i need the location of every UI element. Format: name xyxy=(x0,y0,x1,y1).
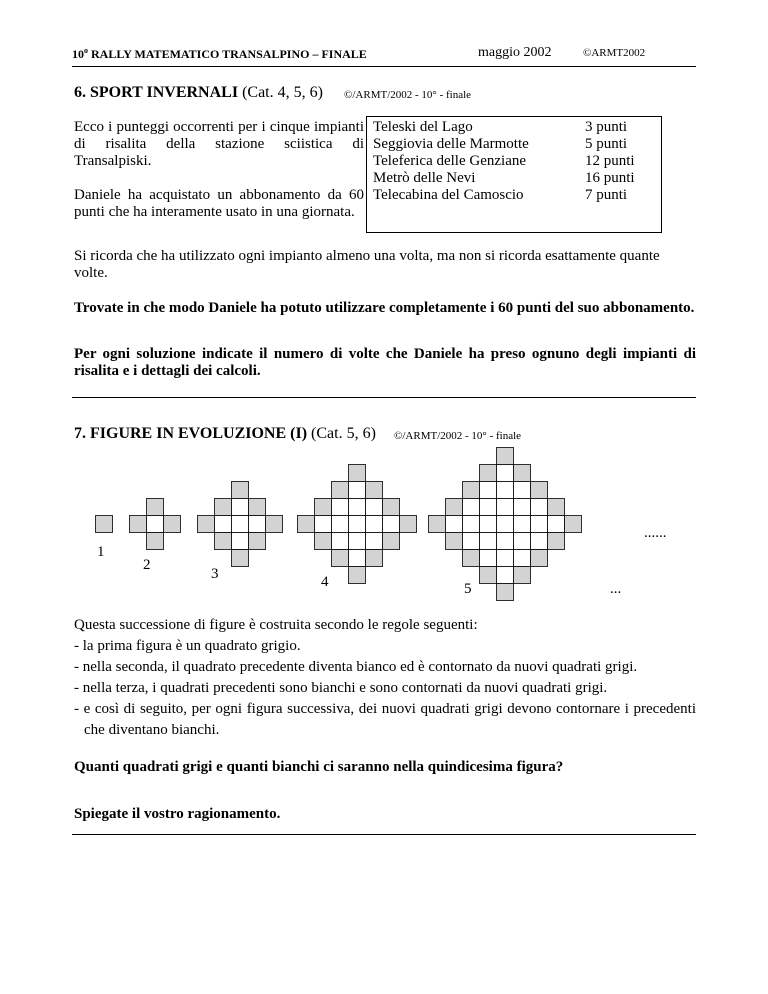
lift-name: Telecabina del Camoscio xyxy=(373,187,524,203)
gray-square xyxy=(249,499,266,516)
white-square xyxy=(480,482,497,499)
rule-item: - nella seconda, il quadrato precedente diventa bianco ed è contornato da nuovi quadrati grigi. xyxy=(74,659,638,675)
diamond-figure xyxy=(198,482,283,567)
header-date: maggio 2002 xyxy=(478,45,552,60)
problem7-credit: ©/ARMT/2002 - 10° - finale xyxy=(394,430,522,442)
lift-points: 16 punti xyxy=(585,170,635,186)
gray-square xyxy=(198,516,215,533)
gray-square xyxy=(446,533,463,550)
white-square xyxy=(383,516,400,533)
problem6-title-text: 6. SPORT INVERNALI xyxy=(74,84,239,101)
gray-square xyxy=(429,516,446,533)
white-square xyxy=(332,533,349,550)
gray-square xyxy=(548,533,565,550)
continuation-ellipsis: ... xyxy=(610,581,622,597)
white-square xyxy=(349,550,366,567)
white-square xyxy=(480,516,497,533)
white-square xyxy=(514,482,531,499)
gray-square xyxy=(232,550,249,567)
diamond-figure xyxy=(429,448,582,601)
gray-square xyxy=(332,550,349,567)
gray-square xyxy=(531,550,548,567)
white-square xyxy=(232,516,249,533)
white-square xyxy=(497,567,514,584)
white-square xyxy=(349,482,366,499)
white-square xyxy=(349,499,366,516)
white-square xyxy=(349,533,366,550)
white-square xyxy=(531,533,548,550)
problem6-purchase: Daniele ha acquistato un abbonamento da 60 punti che ha interamente usato in una giornata. xyxy=(74,187,364,220)
gray-square xyxy=(215,533,232,550)
bottom-rule xyxy=(72,834,696,835)
lift-points: 3 punti xyxy=(585,119,628,135)
gray-square xyxy=(315,499,332,516)
problem7-explain: Spiegate il vostro ragionamento. xyxy=(74,806,281,822)
white-square xyxy=(497,516,514,533)
gray-square xyxy=(266,516,283,533)
white-square xyxy=(315,516,332,533)
white-square xyxy=(531,516,548,533)
gray-square xyxy=(130,516,147,533)
gray-square xyxy=(147,499,164,516)
gray-square xyxy=(249,533,266,550)
gray-square xyxy=(366,550,383,567)
white-square xyxy=(514,499,531,516)
figure-label: 5 xyxy=(464,581,472,597)
gray-square xyxy=(531,482,548,499)
white-square xyxy=(463,499,480,516)
edition-number: 10 xyxy=(72,47,84,61)
diamond-figure xyxy=(96,516,113,533)
edition-superscript: o xyxy=(84,46,88,55)
white-square xyxy=(497,499,514,516)
gray-square xyxy=(565,516,582,533)
white-square xyxy=(463,516,480,533)
gray-square xyxy=(298,516,315,533)
white-square xyxy=(497,482,514,499)
white-square xyxy=(349,516,366,533)
white-square xyxy=(332,516,349,533)
white-square xyxy=(249,516,266,533)
white-square xyxy=(531,499,548,516)
white-square xyxy=(480,550,497,567)
white-square xyxy=(497,550,514,567)
white-square xyxy=(366,499,383,516)
continuation-ellipsis: ...... xyxy=(644,525,667,541)
white-square xyxy=(232,533,249,550)
gray-square xyxy=(215,499,232,516)
lift-points: 5 punti xyxy=(585,136,628,152)
problem6-question2: Per ogni soluzione indicate il numero di volte che Daniele ha preso ognuno degli impianti di risalita e i dettagli dei calcoli. xyxy=(74,346,696,379)
gray-square xyxy=(164,516,181,533)
gray-square xyxy=(315,533,332,550)
gray-square xyxy=(497,584,514,601)
white-square xyxy=(480,533,497,550)
white-square xyxy=(446,516,463,533)
header-copyright: ©ARMT2002 xyxy=(583,47,646,59)
problem6-question1: Trovate in che modo Daniele ha potuto utilizzare completamente i 60 punti del suo abbonamento. xyxy=(74,300,695,316)
lift-name: Teleferica delle Genziane xyxy=(373,153,527,169)
figure-label: 3 xyxy=(211,566,219,582)
gray-square xyxy=(446,499,463,516)
white-square xyxy=(480,499,497,516)
contest-name: RALLY MATEMATICO TRANSALPINO – FINALE xyxy=(88,47,367,61)
diamond-figure xyxy=(298,465,417,584)
white-square xyxy=(366,533,383,550)
gray-square xyxy=(366,482,383,499)
problem6-category: (Cat. 4, 5, 6) xyxy=(238,84,323,101)
gray-square xyxy=(480,465,497,482)
gray-square xyxy=(96,516,113,533)
gray-square xyxy=(400,516,417,533)
gray-square xyxy=(480,567,497,584)
problem7-title-text: 7. FIGURE IN EVOLUZIONE (I) xyxy=(74,425,308,442)
figure-label: 2 xyxy=(143,557,151,573)
lift-points: 12 punti xyxy=(585,153,635,169)
white-square xyxy=(497,465,514,482)
white-square xyxy=(514,550,531,567)
white-square xyxy=(548,516,565,533)
white-square xyxy=(332,499,349,516)
gray-square xyxy=(497,448,514,465)
lift-points: 7 punti xyxy=(585,187,628,203)
diamond-figure xyxy=(130,499,181,550)
problem7-rules xyxy=(74,615,696,741)
gray-square xyxy=(332,482,349,499)
white-square xyxy=(514,533,531,550)
lift-name: Teleski del Lago xyxy=(373,119,473,135)
rule-item: - nella terza, i quadrati precedenti sono bianchi e sono contornati da nuovi quadrati grigi. xyxy=(74,680,608,696)
gray-square xyxy=(349,567,366,584)
gray-square xyxy=(514,567,531,584)
problem7-category: (Cat. 5, 6) xyxy=(307,425,376,442)
white-square xyxy=(514,516,531,533)
figure-label: 1 xyxy=(97,544,105,560)
rules-intro: Questa successione di figure è costruita secondo le regole seguenti: xyxy=(74,617,478,633)
rule-item: - e così di seguito, per ogni figura successiva, dei nuovi quadrati grigi devono contornare i precedenti che diventano bianchi. xyxy=(74,701,696,738)
white-square xyxy=(497,533,514,550)
white-square xyxy=(147,516,164,533)
white-square xyxy=(232,499,249,516)
white-square xyxy=(215,516,232,533)
rule-item: - la prima figura è un quadrato grigio. xyxy=(74,638,301,654)
lift-name: Metrò delle Nevi xyxy=(373,170,476,186)
gray-square xyxy=(349,465,366,482)
gray-square xyxy=(232,482,249,499)
problem6-credit: ©/ARMT/2002 - 10° - finale xyxy=(344,89,472,101)
gray-square xyxy=(463,550,480,567)
problem6-intro: Ecco i punteggi occorrenti per i cinque impianti di risalita della stazione sciistica di Transalpiski. xyxy=(74,119,364,169)
problem6-reminder: Si ricorda che ha utilizzato ogni impianto almeno una volta, ma non si ricorda esattamente quante volte. xyxy=(74,248,660,281)
gray-square xyxy=(548,499,565,516)
gray-square xyxy=(383,533,400,550)
problem7-question: Quanti quadrati grigi e quanti bianchi ci saranno nella quindicesima figura? xyxy=(74,759,564,775)
figure-label: 4 xyxy=(321,574,329,590)
gray-square xyxy=(514,465,531,482)
gray-square xyxy=(383,499,400,516)
gray-square xyxy=(463,482,480,499)
gray-square xyxy=(147,533,164,550)
white-square xyxy=(366,516,383,533)
white-square xyxy=(463,533,480,550)
lift-name: Seggiovia delle Marmotte xyxy=(373,136,529,152)
